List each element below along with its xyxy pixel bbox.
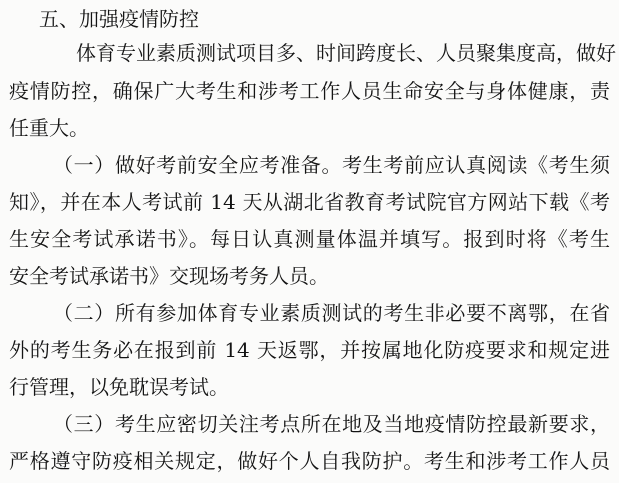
paragraph-1-line-1: 体育专业素质测试项目多、时间跨度长、人员聚集度高，做好 [76,41,616,65]
paragraph-2-line-4: 安全考试承诺书》交现场考务人员。 [9,264,329,288]
paragraph-2-line-1: （一）做好考前安全应考准备。考生考前应认真阅读《考生须 [53,153,610,177]
paragraph-2-line-3: 生安全考试承诺书》。每日认真测量体温并填写。报到时将《考生 [9,227,610,251]
paragraph-1-line-3: 任重大。 [9,116,89,140]
paragraph-1-line-2: 疫情防控，确保广大考生和涉考工作人员生命安全与身体健康，责 [9,79,610,103]
paragraph-2-line-2: 知》，并在本人考试前 14 天从湖北省教育考试院官方网站下载《考 [9,190,610,214]
paragraph-4-line-2: 严格遵守防疫相关规定，做好个人自我防护。考生和涉考工作人员 [9,449,610,473]
paragraph-3-line-2: 外的考生务必在报到前 14 天返鄂，并按属地化防疫要求和规定进 [9,338,610,362]
paragraph-3-line-3: 行管理，以免耽误考试。 [9,375,229,399]
paragraph-4-line-1: （三）考生应密切关注考点所在地及当地疫情防控最新要求， [53,412,610,436]
section-heading: 五、加强疫情防控 [39,7,199,31]
paragraph-3-line-1: （二）所有参加体育专业素质测试的考生非必要不离鄂，在省 [53,301,610,325]
